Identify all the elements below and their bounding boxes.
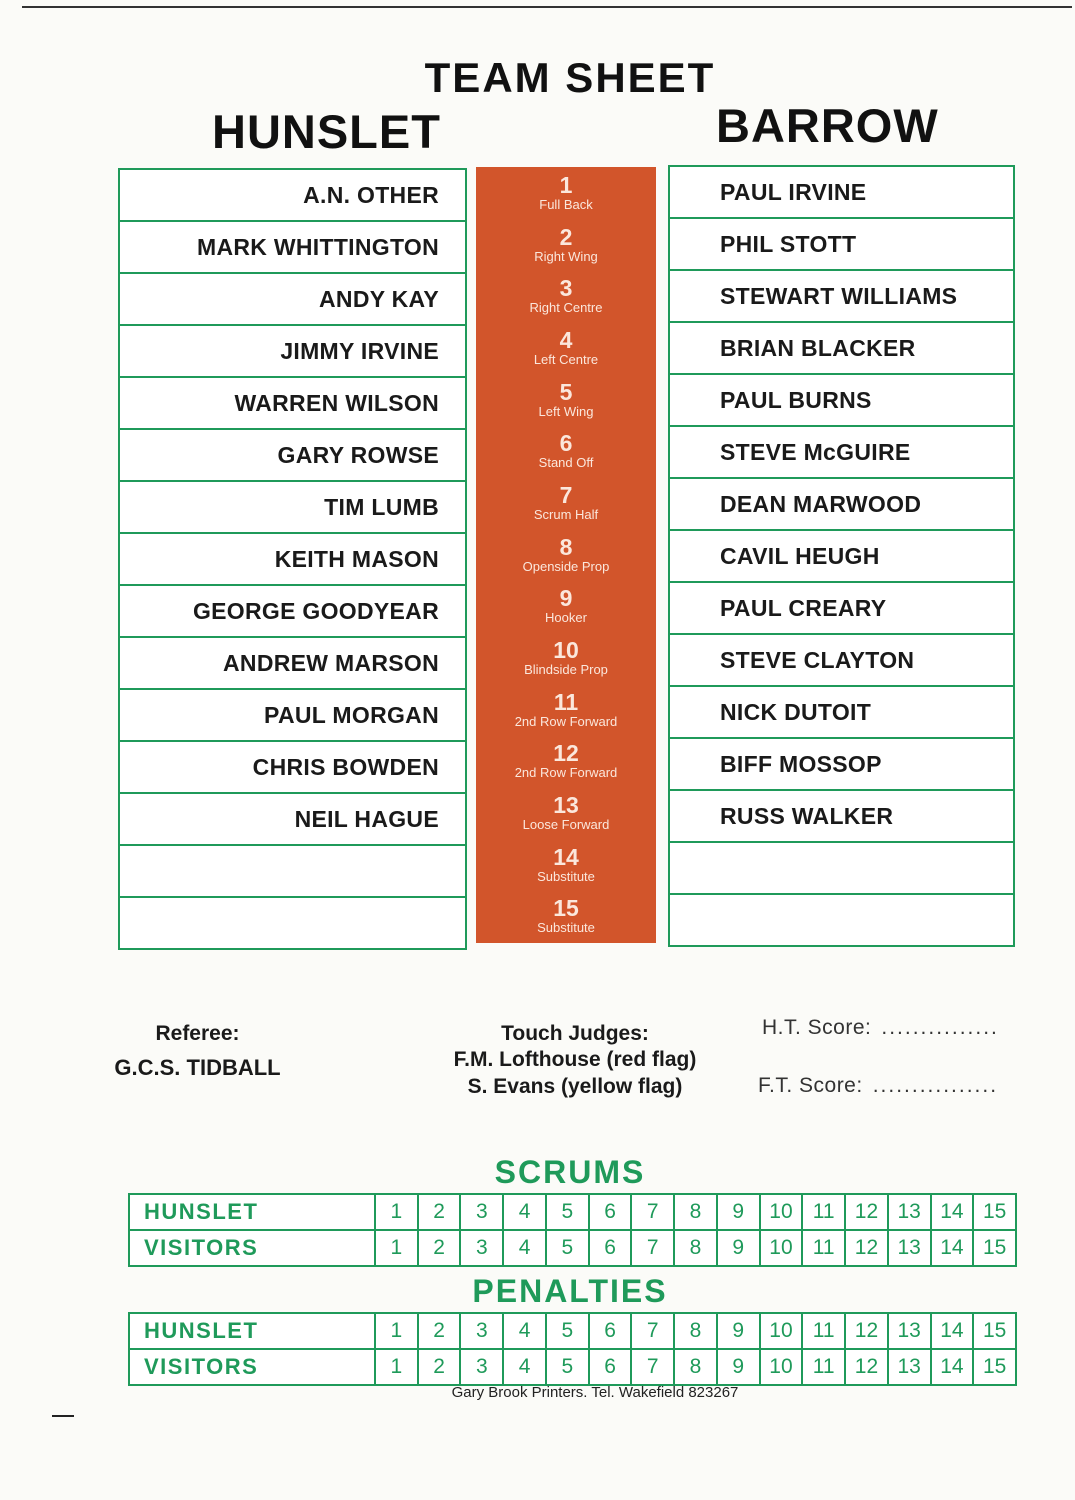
scrums-tally-14[interactable]: 14: [932, 1231, 975, 1265]
penalties-tally-6[interactable]: 6: [590, 1314, 633, 1348]
home-player-7: TIM LUMB: [120, 482, 465, 534]
position-label: 2nd Row Forward: [514, 765, 618, 781]
position-label: Loose Forward: [522, 817, 610, 833]
penalties-tally-4[interactable]: 4: [504, 1314, 547, 1348]
home-player-11: PAUL MORGAN: [120, 690, 465, 742]
away-player-15: [670, 895, 1013, 947]
penalties-tally-14[interactable]: 14: [932, 1314, 975, 1348]
position-1: [476, 167, 656, 219]
home-player-4: JIMMY IRVINE: [120, 326, 465, 378]
half-time-score-blank: ...............: [881, 1016, 999, 1039]
away-player-11: NICK DUTOIT: [670, 687, 1013, 739]
penalties-tally-2[interactable]: 2: [419, 1314, 462, 1348]
position-12: [476, 736, 656, 788]
scrums-tally-3[interactable]: 3: [461, 1231, 504, 1265]
home-player-2: MARK WHITTINGTON: [120, 222, 465, 274]
position-number: 14: [553, 843, 579, 870]
position-number: 1: [559, 171, 573, 198]
scrums-tally-4[interactable]: 4: [504, 1195, 547, 1229]
position-11: [476, 684, 656, 736]
position-15: [476, 891, 656, 943]
penalties-tally-9[interactable]: 9: [718, 1314, 761, 1348]
penalties-grid: [128, 1312, 1017, 1386]
home-team-heading: HUNSLET: [212, 105, 441, 158]
position-number: 8: [559, 533, 573, 560]
penalties-tally-12[interactable]: 12: [846, 1350, 889, 1384]
away-player-list: [668, 165, 1015, 947]
position-10: [476, 632, 656, 684]
home-player-12: CHRIS BOWDEN: [120, 742, 465, 794]
penalties-tally-7[interactable]: 7: [632, 1314, 675, 1348]
full-time-score: [758, 1074, 998, 1098]
position-label: Stand Off: [538, 455, 594, 471]
home-player-15: [120, 898, 465, 950]
away-player-10: STEVE CLAYTON: [670, 635, 1013, 687]
scrums-row-visitors: [130, 1229, 1015, 1265]
half-time-score: [762, 1016, 999, 1040]
referee-label: Referee:: [155, 1022, 240, 1045]
position-number: 11: [553, 688, 579, 715]
page-title: TEAM SHEET: [424, 54, 716, 101]
away-player-5: PAUL BURNS: [670, 375, 1013, 427]
scrums-tally-15[interactable]: 15: [982, 1236, 1007, 1259]
position-number: 13: [553, 792, 579, 819]
penalties-team-label: HUNSLET: [130, 1314, 376, 1348]
position-number: 15: [553, 895, 579, 922]
home-player-9: GEORGE GOODYEAR: [120, 586, 465, 638]
position-7: [476, 477, 656, 529]
scrums-tally-14[interactable]: 14: [932, 1195, 975, 1229]
penalties-tally-11[interactable]: 11: [803, 1314, 846, 1348]
penalties-tally-9[interactable]: 9: [718, 1350, 761, 1384]
scrums-tally-8[interactable]: 8: [675, 1195, 718, 1229]
position-number: 6: [559, 430, 573, 457]
home-player-1: A.N. OTHER: [120, 170, 465, 222]
position-label: Full Back: [539, 196, 593, 212]
scrums-tally-5[interactable]: 5: [547, 1195, 590, 1229]
margin-mark: [52, 1415, 74, 1417]
away-player-3: STEWART WILLIAMS: [670, 271, 1013, 323]
scrums-tally-4[interactable]: 4: [504, 1231, 547, 1265]
away-player-12: BIFF MOSSOP: [670, 739, 1013, 791]
full-time-score-label: F.T. Score:: [758, 1074, 863, 1097]
penalties-tally-6[interactable]: 6: [590, 1350, 633, 1384]
scrums-tally-2[interactable]: 2: [419, 1231, 462, 1265]
scrums-tally-8[interactable]: 8: [675, 1231, 718, 1265]
home-player-3: ANDY KAY: [120, 274, 465, 326]
position-number: 2: [559, 223, 573, 250]
scrums-team-label: HUNSLET: [130, 1195, 376, 1229]
away-player-13: RUSS WALKER: [670, 791, 1013, 843]
scrums-title: SCRUMS: [494, 1154, 646, 1190]
scrums-tally-9[interactable]: 9: [718, 1195, 761, 1229]
penalties-tally-8[interactable]: 8: [675, 1314, 718, 1348]
away-player-14: [670, 843, 1013, 895]
penalties-row-hunslet: [130, 1314, 1015, 1348]
penalties-tally-10[interactable]: 10: [761, 1350, 804, 1384]
away-player-6: STEVE McGUIRE: [670, 427, 1013, 479]
penalties-tally-8[interactable]: 8: [675, 1350, 718, 1384]
penalties-tally-7[interactable]: 7: [632, 1350, 675, 1384]
position-label: Scrum Half: [533, 506, 599, 522]
position-label: Substitute: [537, 868, 595, 884]
away-player-9: PAUL CREARY: [670, 583, 1013, 635]
penalties-tally-3[interactable]: 3: [461, 1314, 504, 1348]
position-label: Hooker: [545, 610, 587, 626]
scrums-tally-6[interactable]: 6: [590, 1195, 633, 1229]
penalties-tally-10[interactable]: 10: [761, 1314, 804, 1348]
position-5: [476, 374, 656, 426]
penalties-tally-3[interactable]: 3: [461, 1350, 504, 1384]
penalties-tally-15[interactable]: 15: [982, 1319, 1007, 1342]
penalties-tally-1[interactable]: 1: [376, 1350, 419, 1384]
home-player-8: KEITH MASON: [120, 534, 465, 586]
away-player-7: DEAN MARWOOD: [670, 479, 1013, 531]
penalties-tally-12[interactable]: 12: [846, 1314, 889, 1348]
position-6: [476, 425, 656, 477]
penalties-title: PENALTIES: [472, 1273, 668, 1309]
scrums-tally-12[interactable]: 12: [846, 1195, 889, 1229]
scrums-tally-9[interactable]: 9: [718, 1231, 761, 1265]
penalties-tally-15[interactable]: 15: [982, 1355, 1007, 1378]
scrums-tally-12[interactable]: 12: [846, 1231, 889, 1265]
scrums-tally-2[interactable]: 2: [419, 1195, 462, 1229]
penalties-tally-2[interactable]: 2: [419, 1350, 462, 1384]
penalties-tally-5[interactable]: 5: [547, 1314, 590, 1348]
away-player-1: PAUL IRVINE: [670, 167, 1013, 219]
home-player-10: ANDREW MARSON: [120, 638, 465, 690]
scrums-tally-6[interactable]: 6: [590, 1231, 633, 1265]
referee-name: G.C.S. TIDBALL: [114, 1055, 281, 1080]
scrums-tally-1[interactable]: 1: [376, 1195, 419, 1229]
scrums-tally-11[interactable]: 11: [803, 1195, 846, 1229]
home-player-list: [118, 168, 467, 950]
scrums-tally-7[interactable]: 7: [632, 1195, 675, 1229]
position-label: Openside Prop: [522, 558, 610, 574]
penalties-tally-4[interactable]: 4: [504, 1350, 547, 1384]
scrums-tally-10[interactable]: 10: [761, 1231, 804, 1265]
scrums-grid: [128, 1193, 1017, 1267]
home-player-13: NEIL HAGUE: [120, 794, 465, 846]
penalties-tally-14[interactable]: 14: [932, 1350, 975, 1384]
scrums-tally-3[interactable]: 3: [461, 1195, 504, 1229]
scrums-tally-11[interactable]: 11: [803, 1231, 846, 1265]
penalties-team-label: VISITORS: [130, 1350, 376, 1384]
position-label: Left Centre: [533, 351, 599, 367]
home-player-14: [120, 846, 465, 898]
scrums-row-hunslet: [130, 1195, 1015, 1229]
position-label: 2nd Row Forward: [514, 713, 618, 729]
position-number: 5: [559, 378, 573, 405]
position-8: [476, 529, 656, 581]
position-number: 7: [559, 481, 573, 508]
away-player-4: BRIAN BLACKER: [670, 323, 1013, 375]
position-2: [476, 219, 656, 271]
half-time-score-label: H.T. Score:: [762, 1016, 872, 1039]
scrums-tally-13[interactable]: 13: [889, 1195, 932, 1229]
position-3: [476, 270, 656, 322]
position-9: [476, 581, 656, 633]
position-label: Substitute: [537, 920, 595, 936]
position-label: Right Wing: [534, 248, 598, 264]
position-label: Blindside Prop: [524, 662, 608, 678]
scrums-tally-15[interactable]: 15: [982, 1200, 1007, 1223]
penalties-tally-11[interactable]: 11: [803, 1350, 846, 1384]
position-label: Right Centre: [529, 300, 603, 316]
away-player-2: PHIL STOTT: [670, 219, 1013, 271]
position-14: [476, 839, 656, 891]
position-number: 4: [559, 326, 573, 353]
position-number: 12: [553, 740, 579, 767]
full-time-score-blank: ................: [872, 1074, 999, 1097]
scrums-tally-5[interactable]: 5: [547, 1231, 590, 1265]
touch-judges-label: Touch Judges:: [501, 1022, 649, 1045]
penalties-tally-1[interactable]: 1: [376, 1314, 419, 1348]
position-number: 10: [553, 637, 579, 664]
penalties-tally-13[interactable]: 13: [889, 1350, 932, 1384]
scrums-tally-10[interactable]: 10: [761, 1195, 804, 1229]
printer-credit: Gary Brook Printers. Tel. Wakefield 823267: [451, 1384, 739, 1401]
scrums-tally-1[interactable]: 1: [376, 1231, 419, 1265]
position-number: 9: [559, 585, 573, 612]
top-rule: [22, 6, 1072, 8]
position-strip: [476, 167, 656, 943]
position-number: 3: [559, 275, 573, 302]
scrums-tally-13[interactable]: 13: [889, 1231, 932, 1265]
position-label: Left Wing: [538, 403, 594, 419]
scrums-tally-7[interactable]: 7: [632, 1231, 675, 1265]
penalties-row-visitors: [130, 1348, 1015, 1384]
away-team-heading: BARROW: [716, 99, 939, 152]
home-player-6: GARY ROWSE: [120, 430, 465, 482]
position-13: [476, 787, 656, 839]
home-player-5: WARREN WILSON: [120, 378, 465, 430]
position-4: [476, 322, 656, 374]
penalties-tally-13[interactable]: 13: [889, 1314, 932, 1348]
scrums-team-label: VISITORS: [130, 1231, 376, 1265]
away-player-8: CAVIL HEUGH: [670, 531, 1013, 583]
touch-judge-2: S. Evans (yellow flag): [467, 1075, 683, 1098]
touch-judge-1: F.M. Lofthouse (red flag): [453, 1048, 697, 1071]
penalties-tally-5[interactable]: 5: [547, 1350, 590, 1384]
